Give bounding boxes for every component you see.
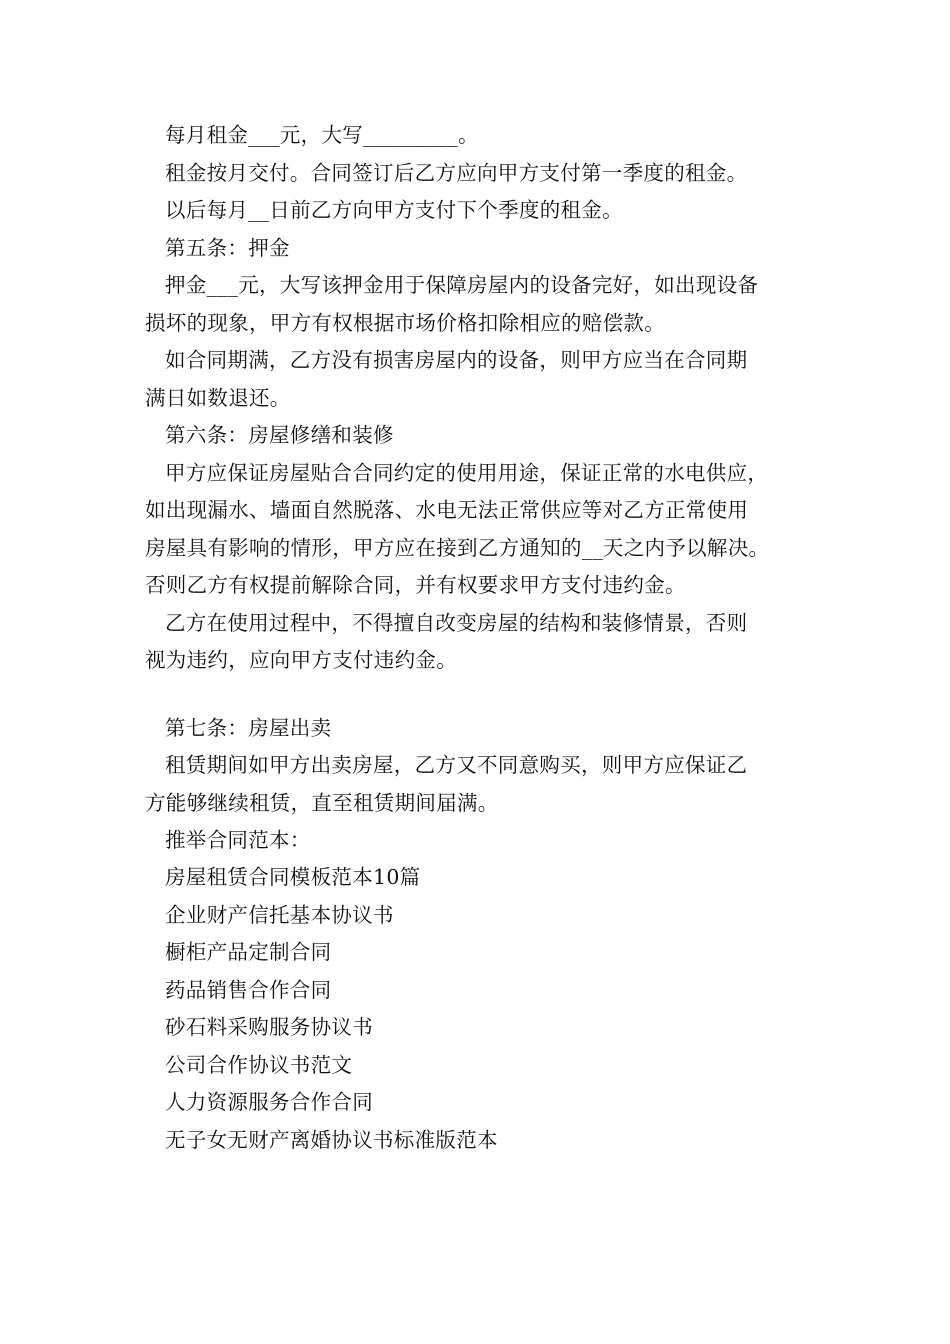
rent-amount-line: 每月租金___元，大写_________。 [165,123,479,147]
recommended-link-3[interactable]: 橱柜产品定制合同 [165,940,332,964]
rent-payment-line: 租金按月交付。合同签订后乙方应向甲方支付第一季度的租金。 [165,161,748,185]
repair-line-1: 甲方应保证房屋贴合合同约定的使用用途，保证正常的水电供应， [165,461,769,485]
recommended-heading: 推举合同范本： [165,828,311,852]
renovation-line-1: 乙方在使用过程中，不得擅自改变房屋的结构和装修情景，否则 [165,611,748,635]
recommended-link-8[interactable]: 无子女无财产离婚协议书标准版范本 [165,1128,498,1152]
recommended-link-5[interactable]: 砂石料采购服务协议书 [165,1015,373,1039]
article-6-heading: 第六条：房屋修缮和装修 [165,423,394,447]
article-7-heading: 第七条：房屋出卖 [165,716,332,740]
article-5-heading: 第五条：押金 [165,236,290,260]
sale-line-2: 方能够继续租赁，直至租赁期间届满。 [145,791,499,815]
deposit-refund-line-2: 满日如数退还。 [145,386,291,410]
repair-line-2: 如出现漏水、墙面自然脱落、水电无法正常供应等对乙方正常使用 [145,498,749,522]
deposit-line-1: 押金___元，大写该押金用于保障房屋内的设备完好，如出现设备 [165,273,759,297]
deposit-refund-line-1: 如合同期满，乙方没有损害房屋内的设备，则甲方应当在合同期 [165,348,748,372]
recommended-link-2[interactable]: 企业财产信托基本协议书 [165,903,394,927]
rent-schedule-line: 以后每月__日前乙方向甲方支付下个季度的租金。 [165,198,623,222]
recommended-link-6[interactable]: 公司合作协议书范文 [165,1053,353,1077]
recommended-link-4[interactable]: 药品销售合作合同 [165,978,332,1002]
repair-line-4: 否则乙方有权提前解除合同，并有权要求甲方支付违约金。 [145,573,686,597]
recommended-link-1[interactable]: 房屋租赁合同模板范本10篇 [165,865,421,889]
deposit-line-2: 损坏的现象，甲方有权根据市场价格扣除相应的赔偿款。 [145,311,665,335]
recommended-link-7[interactable]: 人力资源服务合作合同 [165,1090,373,1114]
repair-line-3: 房屋具有影响的情形，甲方应在接到乙方通知的__天之内予以解决。 [145,536,770,560]
renovation-line-2: 视为违约，应向甲方支付违约金。 [145,648,457,672]
sale-line-1: 租赁期间如甲方出卖房屋，乙方又不同意购买，则甲方应保证乙 [165,753,748,777]
